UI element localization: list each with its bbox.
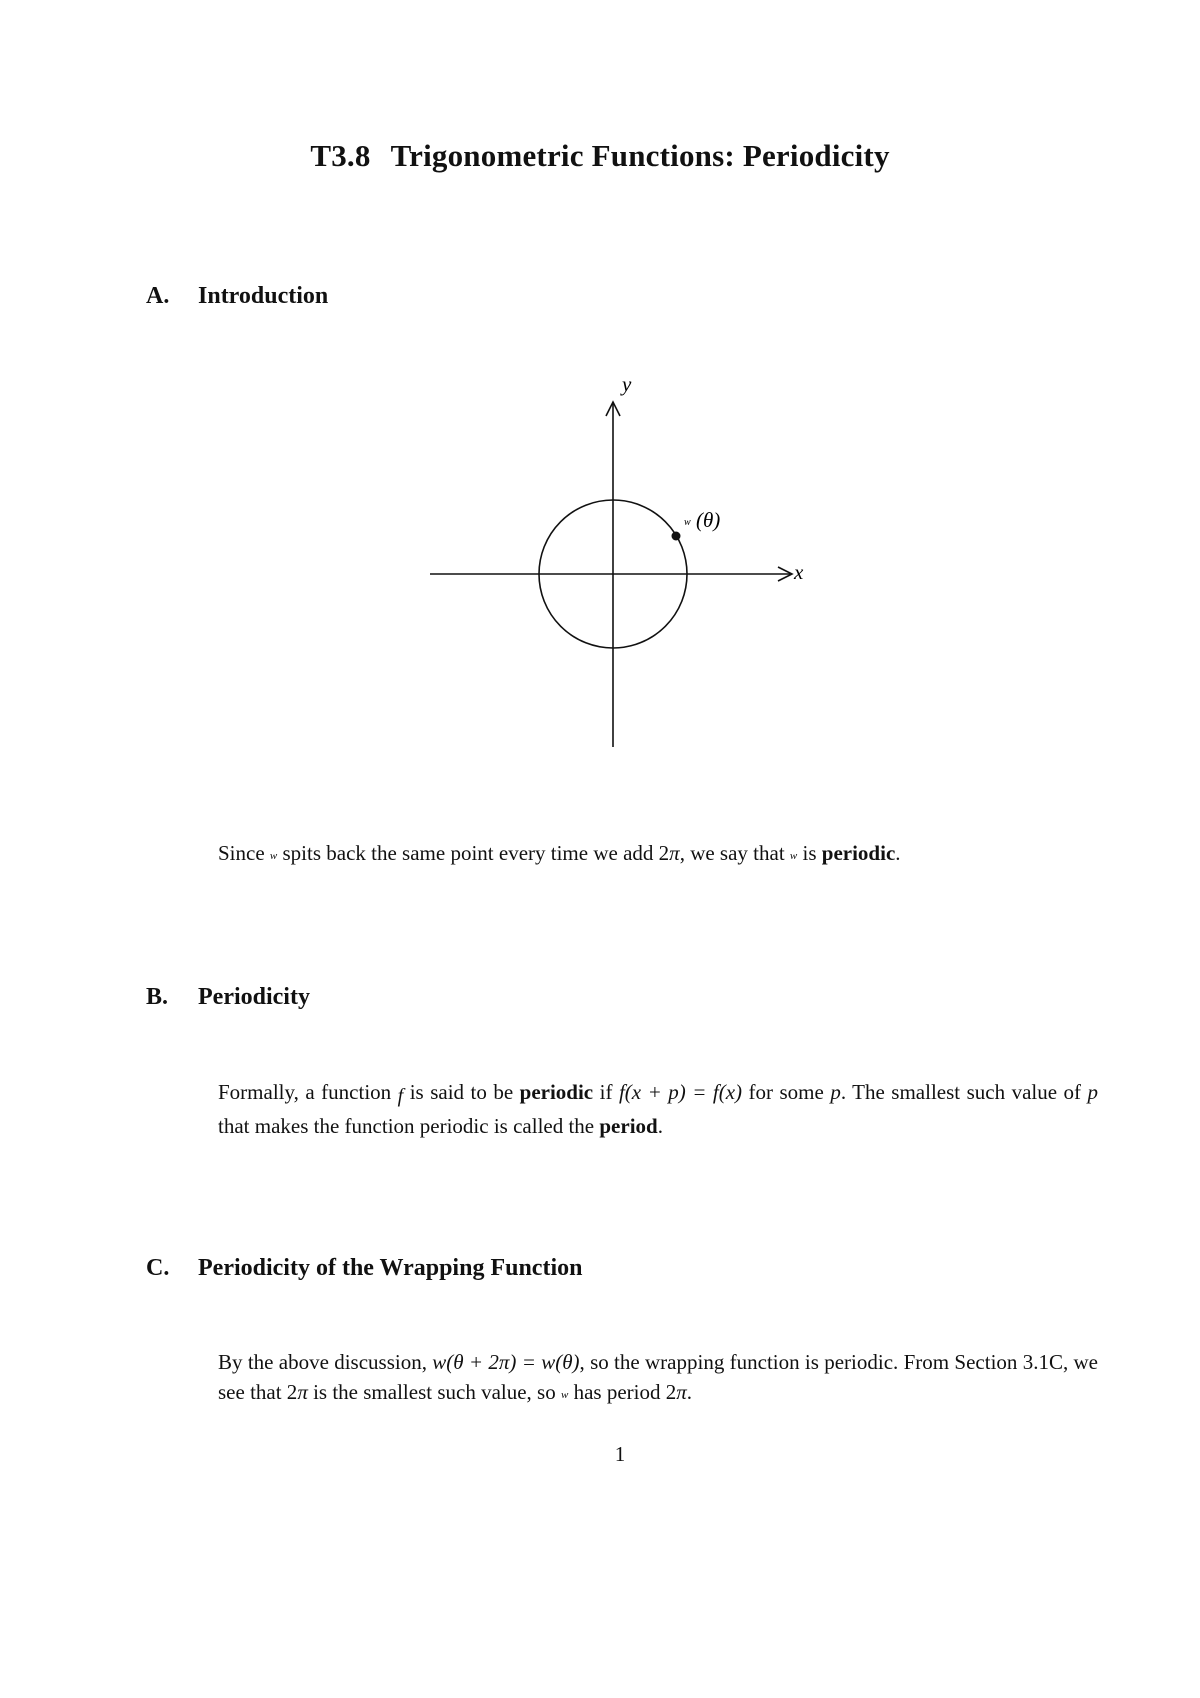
- periodicity-paragraph: [218, 1077, 1098, 1141]
- wrap-text-1: By the above discussion,: [218, 1350, 433, 1374]
- wrap-dot: .: [686, 1380, 693, 1404]
- section-a-letter: A.: [146, 283, 170, 309]
- x-axis-label: x: [794, 560, 804, 584]
- point-label-fn: w: [684, 517, 691, 528]
- section-b-letter: B.: [146, 984, 169, 1010]
- period-dot: .: [657, 1114, 663, 1138]
- title-number: T3.8: [310, 138, 371, 173]
- title-text: Trigonometric Functions: Periodicity: [390, 138, 890, 173]
- intro-text-1: Since: [218, 841, 270, 865]
- section-b-title: Periodicity: [198, 984, 310, 1010]
- wrap-text-2: , so the wrapping function is periodic. From Section 3.1C, we see that 2: [218, 1350, 1099, 1404]
- period-p-2: p: [1087, 1080, 1099, 1104]
- intro-text-2: spits back the same point every time we add 2: [277, 841, 670, 865]
- section-a-heading: [146, 283, 328, 310]
- period-text-3: if: [593, 1080, 619, 1104]
- wrap-pi: π: [297, 1380, 308, 1404]
- intro-dot: .: [895, 841, 901, 865]
- intro-text-4: is: [797, 841, 822, 865]
- point-label-arg: (θ): [696, 508, 721, 532]
- period-periodic-term: periodic: [519, 1080, 594, 1104]
- period-p: p: [830, 1080, 841, 1104]
- section-c-letter: C.: [146, 1255, 170, 1281]
- intro-w-1: w: [269, 850, 278, 862]
- period-term: period: [599, 1114, 658, 1138]
- intro-text-3: , we say that: [679, 841, 790, 865]
- point-w-theta: [672, 532, 681, 541]
- intro-w-2: w: [789, 850, 798, 862]
- period-f: f: [397, 1085, 404, 1107]
- period-text-5: . The smallest such value of: [840, 1080, 1088, 1104]
- period-text-4: for some: [742, 1080, 831, 1104]
- wrap-w: w: [560, 1389, 569, 1401]
- wrap-text-4: has period 2: [568, 1380, 677, 1404]
- wrap-pi-2: π: [676, 1380, 687, 1404]
- intro-pi: π: [669, 841, 680, 865]
- section-b-heading: [146, 984, 310, 1011]
- period-text-2: is said to be: [403, 1080, 520, 1104]
- section-c-heading: [146, 1255, 582, 1282]
- wrap-text-3: is the smallest such value, so: [307, 1380, 561, 1404]
- intro-paragraph: [218, 838, 1098, 871]
- section-c-title: Periodicity of the Wrapping Function: [198, 1255, 583, 1281]
- period-text-1: Formally, a function: [218, 1080, 398, 1104]
- period-expression: f(x + p) = f(x): [618, 1080, 743, 1104]
- intro-periodic-term: periodic: [821, 841, 896, 865]
- wrapping-paragraph: [218, 1347, 1098, 1410]
- section-a-title: Introduction: [198, 283, 329, 309]
- page-number: 1: [614, 1442, 626, 1466]
- period-text-6: that makes the function periodic is called the: [218, 1114, 600, 1138]
- page-title: [0, 138, 1200, 174]
- y-axis-label: y: [622, 372, 632, 396]
- wrap-expression: w(θ + 2π) = w(θ): [432, 1350, 580, 1374]
- unit-circle-figure: [430, 372, 810, 764]
